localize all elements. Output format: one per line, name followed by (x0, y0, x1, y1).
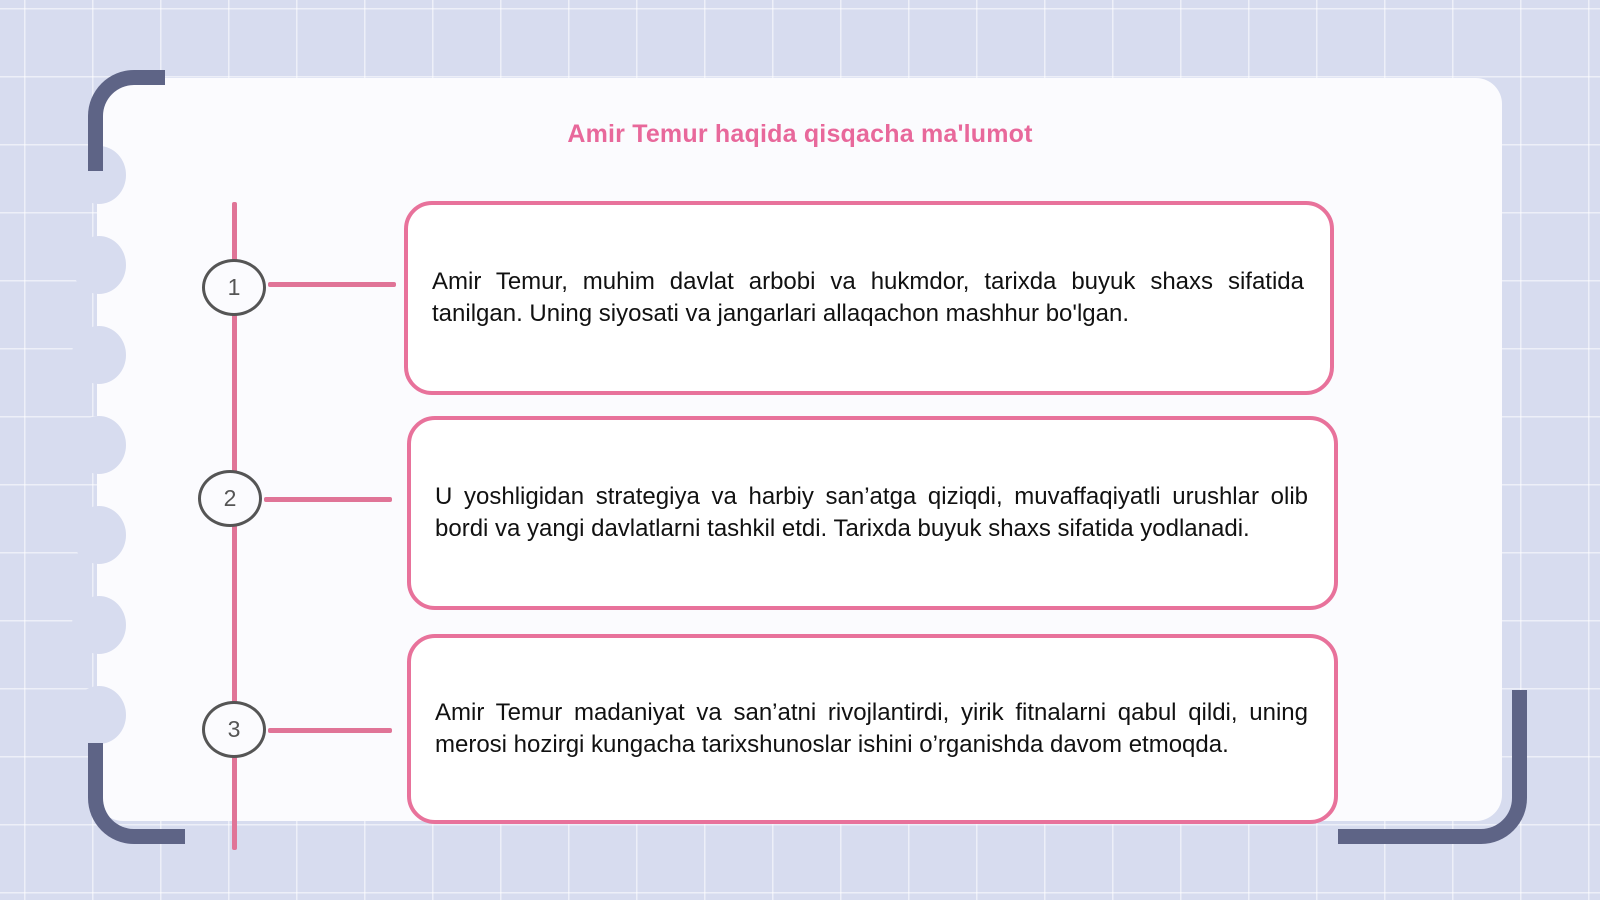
timeline-connector-2 (264, 497, 392, 502)
timeline-number-2: 2 (223, 485, 237, 511)
paper-scallop (72, 686, 126, 744)
corner-bracket-top-left (88, 70, 165, 171)
timeline-card-text-3: Amir Temur madaniyat va san’atni rivojlantirdi, yirik fitnalarni qabul qildi, uning merosi hozirgi kungacha tarixshunoslar ishini o’rganishda davom etmoqda. (435, 699, 1308, 758)
timeline-marker-1 (202, 259, 266, 316)
timeline-card-2 (407, 416, 1338, 610)
corner-bracket-bottom-right (1338, 690, 1527, 844)
paper-scallop (72, 326, 126, 384)
timeline-card-text-1: Amir Temur, muhim davlat arbobi va hukmdor, tarixda buyuk shaxs sifatida tanilgan. Uning siyosati va jangarlari allaqachon mashhur bo'lgan. (432, 268, 1304, 327)
timeline-number-1: 1 (227, 274, 241, 300)
timeline-connector-3 (268, 728, 392, 733)
timeline-card-text-2: U yoshligidan strategiya va harbiy san’atga qiziqdi, muvaffaqiyatli urushlar olib bordi va yangi davlatlarni tashkil etdi. Tarixda buyuk shaxs sifatida yodlanadi. (435, 483, 1308, 542)
paper-scallop (72, 236, 126, 294)
paper-scallop (72, 506, 126, 564)
paper-scallop (72, 596, 126, 654)
timeline-marker-3 (202, 701, 266, 758)
timeline-card-3 (407, 634, 1338, 824)
timeline-connector-1 (268, 282, 396, 287)
paper-scallop (72, 416, 126, 474)
timeline-marker-2 (198, 470, 262, 527)
slide-title: Amir Temur haqida qisqacha ma'lumot (567, 120, 1033, 148)
timeline-number-3: 3 (227, 716, 241, 742)
corner-bracket-bottom-left (88, 743, 185, 844)
timeline-card-1 (404, 201, 1334, 395)
